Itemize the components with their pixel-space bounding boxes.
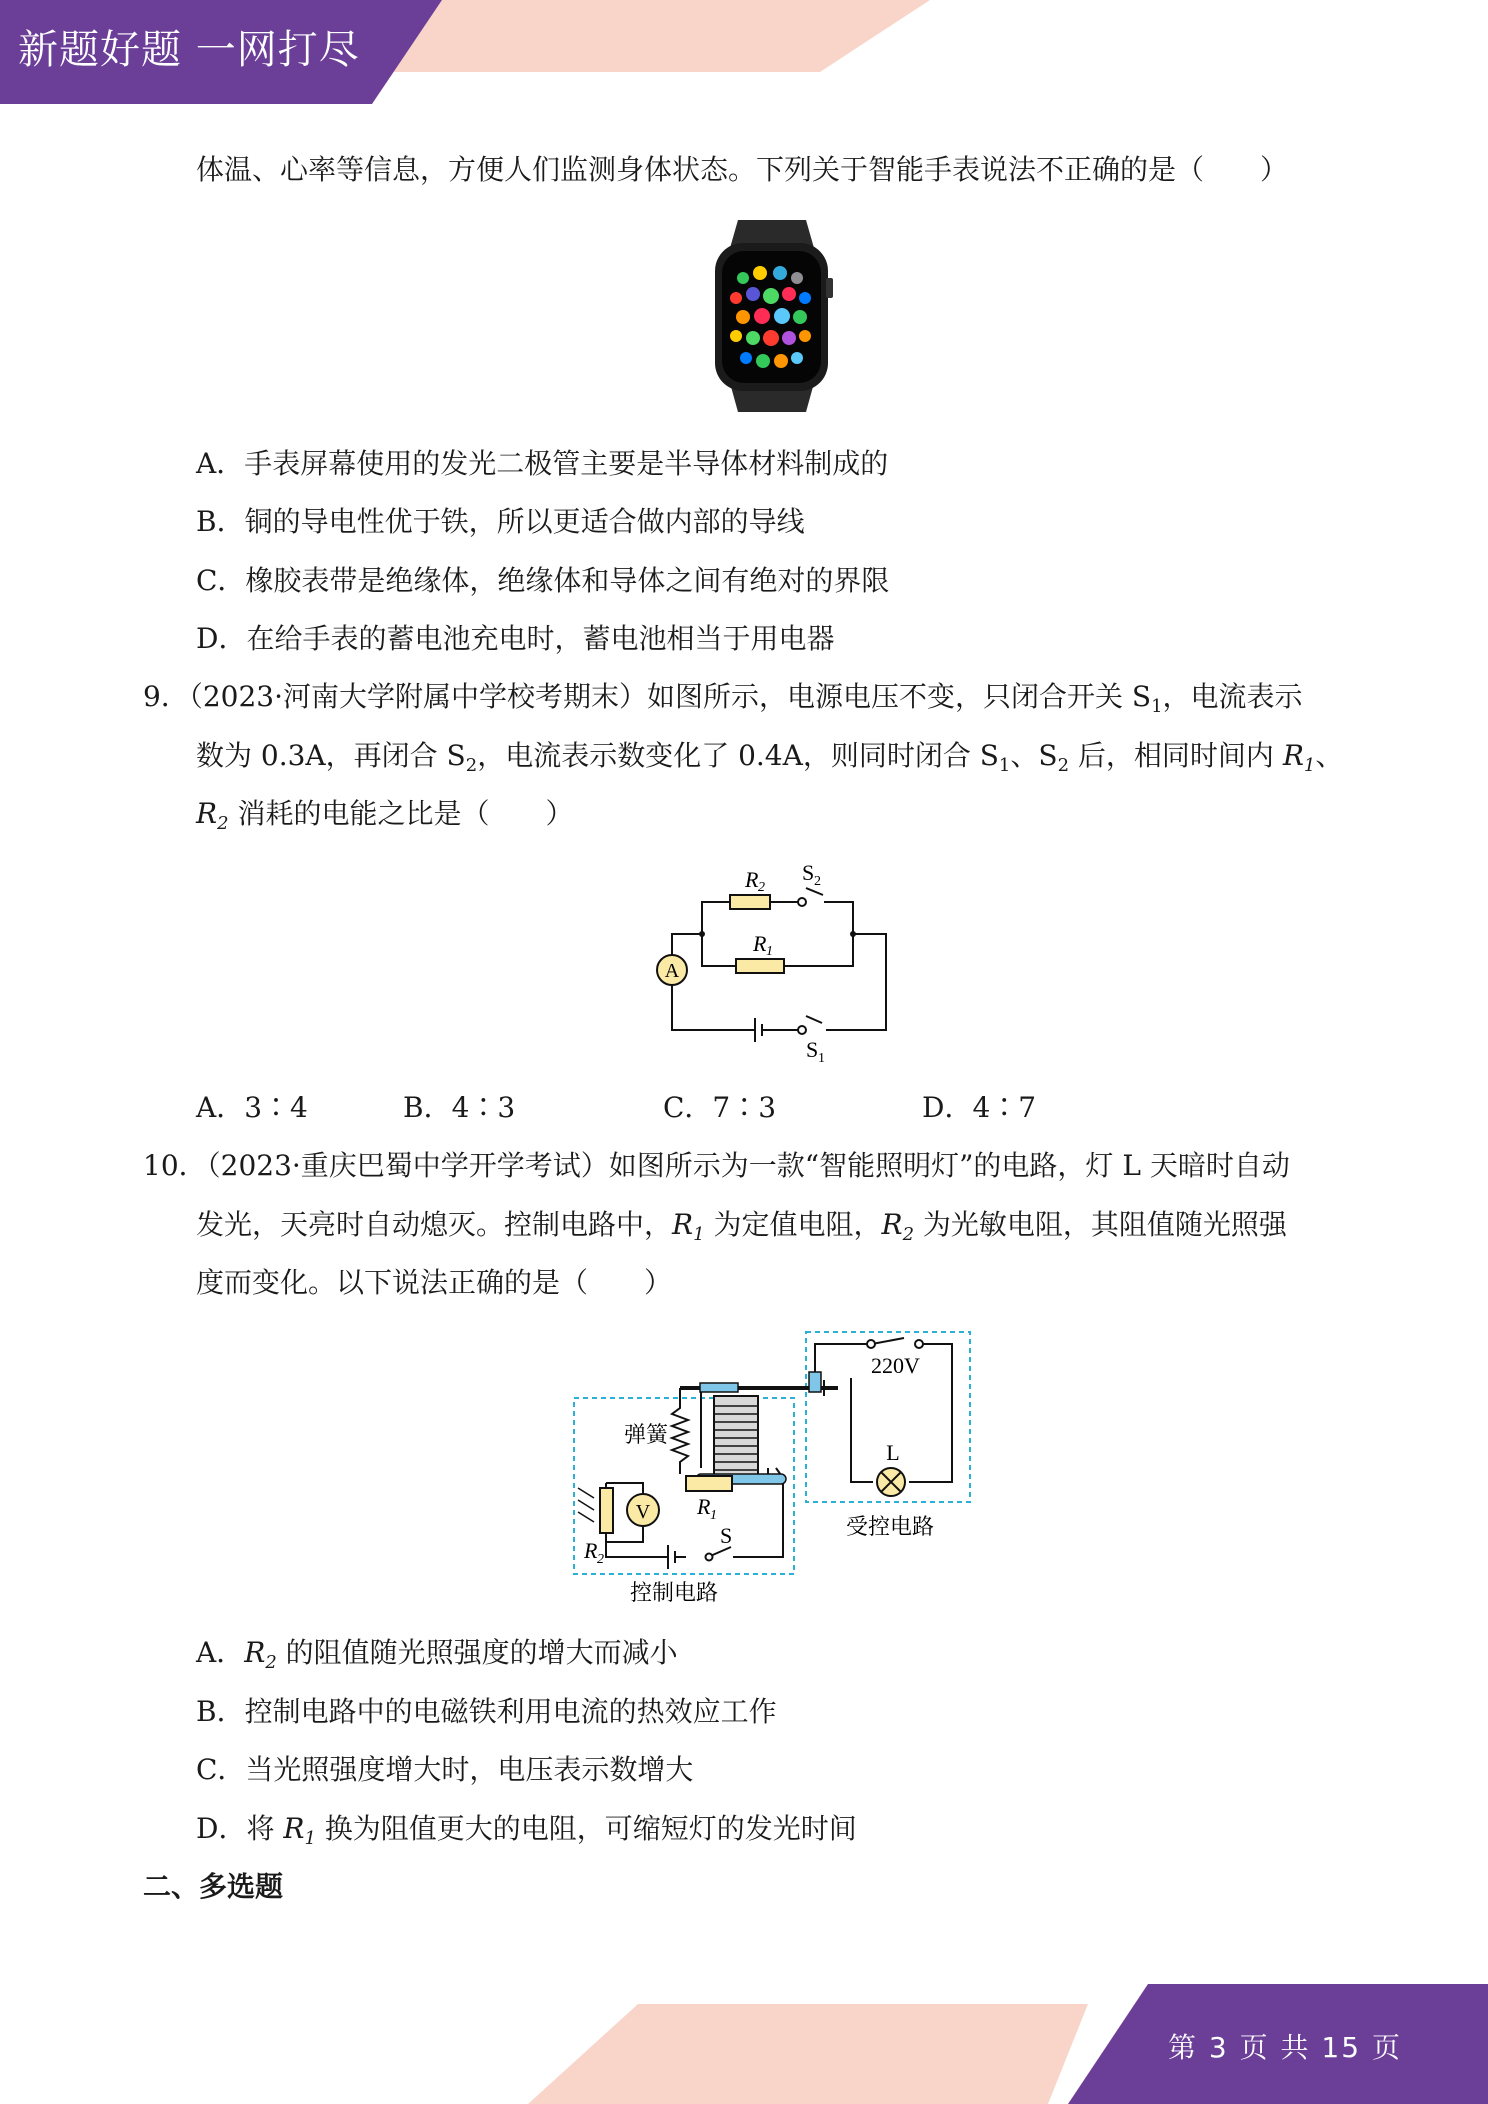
label-switch: S — [720, 1523, 733, 1548]
header-title: 新题好题 一网打尽 — [18, 27, 360, 73]
svg-text:2: 2 — [814, 874, 821, 889]
q9-option-b: B．4∶3 — [403, 1091, 516, 1124]
q9-line3: $R_2$ 消耗的电能之比是（ ） — [196, 797, 574, 834]
q8-option-a: A．手表屏幕使用的发光二极管主要是半导体材料制成的 — [196, 447, 889, 480]
resistor-r1 — [736, 959, 784, 973]
section-title-multiple-choice: 二、多选题 — [143, 1870, 284, 1903]
label-r2: R — [745, 867, 759, 892]
q10-option-c: C．当光照强度增大时，电压表示数增大 — [196, 1753, 694, 1786]
svg-text:1: 1 — [710, 1508, 717, 1523]
label-spring: 弹簧 — [624, 1422, 669, 1447]
q8-option-c: C．橡胶表带是绝缘体，绝缘体和导体之间有绝对的界限 — [196, 564, 890, 597]
label-control-circuit: 控制电路 — [630, 1580, 719, 1605]
label-lamp: L — [886, 1440, 900, 1465]
ammeter-label: A — [664, 960, 680, 982]
q9-option-a: A．3∶4 — [196, 1091, 308, 1124]
q10-circuit-diagram — [568, 1328, 978, 1616]
label-controlled-circuit: 受控电路 — [846, 1514, 935, 1539]
resistor-r2 — [730, 895, 770, 909]
label-r1: R — [697, 1494, 711, 1519]
q9-option-c: C．7∶3 — [663, 1091, 777, 1124]
q10-option-b: B．控制电路中的电磁铁利用电流的热效应工作 — [196, 1695, 777, 1728]
q10-line1: 10．（2023·重庆巴蜀中学开学考试）如图所示为一款“智能照明灯”的电路，灯 L 天暗时自动 — [143, 1149, 1290, 1182]
svg-text:2: 2 — [597, 1552, 604, 1567]
label-r2: R — [584, 1538, 598, 1563]
q10-option-d: D．将 $R_1$ 换为阻值更大的电阻，可缩短灯的发光时间 — [196, 1812, 857, 1849]
photoresistor-r2 — [600, 1488, 613, 1533]
svg-text:1: 1 — [818, 1051, 825, 1066]
footer-pink-band — [528, 2004, 1088, 2104]
svg-text:2: 2 — [758, 880, 765, 895]
label-r1: R — [753, 931, 767, 956]
q9-circuit-diagram — [640, 855, 900, 1070]
page-number: 第 3 页 共 15 页 — [1168, 2031, 1402, 2064]
q9-line1: 9．（2023·河南大学附属中学校考期末）如图所示，电源电压不变，只闭合开关 $S_1$，电流表示 — [143, 680, 1303, 717]
q8-stem-tail: 体温、心率等信息，方便人们监测身体状态。下列关于智能手表说法不正确的是（ ） — [196, 153, 1289, 186]
q10-line2: 发光，天亮时自动熄灭。控制电路中，$R_1$ 为定值电阻，$R_2$ 为光敏电阻，其阻值随光照强 — [196, 1208, 1287, 1245]
smartwatch-image — [700, 218, 840, 413]
svg-text:1: 1 — [766, 944, 773, 959]
resistor-r1 — [686, 1476, 732, 1491]
switch-s1 — [798, 1026, 806, 1034]
q8-option-b: B．铜的导电性优于铁，所以更适合做内部的导线 — [196, 505, 805, 538]
q8-option-d: D．在给手表的蓄电池充电时，蓄电池相当于用电器 — [196, 622, 835, 655]
q9-line2: 数为 0.3A，再闭合 $S_2$，电流表示数变化了 0.4A，则同时闭合 $S_1$、$S_2$ 后，相同时间内 $R_1$、 — [196, 739, 1344, 776]
label-220v: 220V — [871, 1353, 920, 1378]
switch-s2 — [798, 898, 806, 906]
label-s1: S — [806, 1037, 819, 1062]
label-voltmeter: V — [635, 1501, 651, 1523]
label-s2: S — [802, 860, 815, 885]
q10-option-a: A．$R_2$ 的阻值随光照强度的增大而减小 — [196, 1636, 678, 1673]
q10-line3: 度而变化。以下说法正确的是（ ） — [196, 1266, 673, 1299]
q9-option-d: D．4∶7 — [922, 1091, 1037, 1124]
